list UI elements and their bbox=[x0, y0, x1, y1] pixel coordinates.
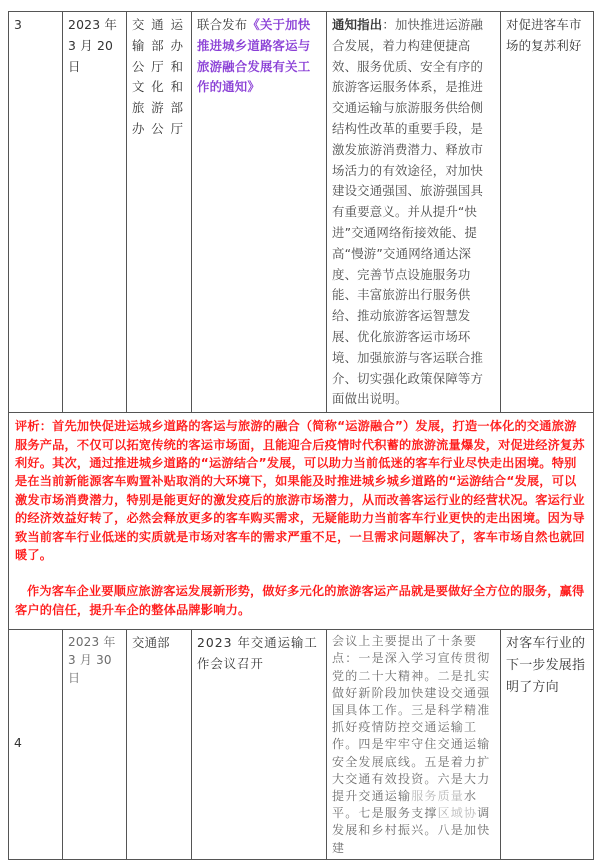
event-cell bbox=[192, 12, 327, 413]
policy-document-link[interactable]: 《关于加快推进城乡道路客运与旅游融合发展有关工作的通知》 bbox=[197, 17, 311, 95]
department-text: 交通运输部办公厅和文化和旅游部办公厅 bbox=[132, 17, 186, 136]
department-cell bbox=[127, 630, 192, 860]
content-cell bbox=[327, 630, 501, 860]
department-cell bbox=[127, 12, 192, 413]
content-cell bbox=[327, 12, 501, 413]
event-cell bbox=[192, 630, 327, 860]
impact-text: 对促进客车市场的复苏利好 bbox=[506, 17, 582, 53]
row-number-cell bbox=[9, 12, 63, 413]
date-cell bbox=[63, 630, 127, 860]
impact-text: 对客车行业的下一步发展指明了方向 bbox=[506, 636, 586, 696]
content-part-3: 调发展和乡村振兴。八是加快建 bbox=[332, 806, 491, 855]
row-number-cell bbox=[9, 630, 63, 860]
table-row bbox=[9, 12, 594, 413]
event-title: 2023 年交通运输工作会议召开 bbox=[197, 635, 318, 671]
department-text: 交通部 bbox=[132, 635, 170, 651]
content-part-2: 水平。七是服务支撑 bbox=[332, 789, 478, 821]
content-faded-1: 服务质量 bbox=[411, 789, 465, 804]
event-prefix: 联合发布 bbox=[197, 17, 248, 32]
date-cell bbox=[63, 12, 127, 413]
commentary-cell bbox=[9, 413, 594, 630]
date-text: 2023 年 3 月 30 日 bbox=[68, 635, 116, 686]
row-number: 3 bbox=[14, 17, 23, 32]
date-text: 2023 年 3 月 20 日 bbox=[68, 17, 118, 74]
content-body: ：加快推进运游融合发展，着力构建便捷高效、服务优质、安全有序的旅游客运服务体系，是推进交通运输与旅游服务供给侧结构性改革的重要手段，是激发旅游消费潜力、释放市场活力的有效途径，对加快建设交通强国、旅游强国具有重要意义。并从提升“快进”交通网络衔接效能、提高“慢游”交通网络通达深度、完善节点设施服务功能、丰富旅游出行服务供给、推动旅游客运智慧发展、优化旅游客运市场环境、加强旅游与客运联合推介、切实强化政策保障等方面做出说明。 bbox=[332, 17, 484, 407]
row-number: 4 bbox=[14, 735, 23, 751]
commentary-paragraph-2: 作为客车企业要顺应旅游客运发展新形势，做好多元化的旅游客运产品就是要做好全方位的服务，赢得客户的信任，提升车企的整体品牌影响力。 bbox=[15, 584, 585, 617]
content-lead: 通知指出 bbox=[332, 17, 383, 32]
impact-cell bbox=[501, 12, 594, 413]
content-faded-2: 区域协 bbox=[437, 806, 478, 821]
content-part-1: 会议上主要提出了十条要点：一是深入学习宣传贯彻党的二十大精神。二是扎实做好新阶段加快建设交通强国具体工作。三是科学精准抓好疫情防控交通运输工作。四是牢牢守住交通运输安全发展底线。五是着力扩大交通有效投资。六是大力提升交通运输 bbox=[332, 634, 491, 804]
commentary-row bbox=[9, 413, 594, 630]
policy-table bbox=[8, 11, 594, 860]
commentary-paragraph-1: 评析：首先加快促进运城乡道路的客运与旅游的融合（简称“运游融合”）发展，打造一体化的交通旅游服务产品，不仅可以拓宽传统的客运市场面，且能迎合后疫情时代积蓄的旅游流量爆发，对促进经济复苏利好。其次，通过推进城乡道路的“运游结合”发展，可以助力当前低迷的客车行业尽快走出困境。特别是在当前新能源客车购置补贴取消的大环境下，如果能及时推进城乡城乡道路的“运游结合“发展，可以激发市场消费潜力，特别是能更好的激发疫后的旅游市场潜力，从而改善客运行业的经营状况。客运行业的经济效益好转了，必然会释放更多的客车购买需求，无疑能助力当前客车行业更快的走出困境。因为导致当前客车行业低迷的实质就是市场对客车的需求严重不足，一旦需求问题解决了，客车市场自然也就回暖了。 bbox=[15, 419, 585, 562]
table-row bbox=[9, 630, 594, 860]
impact-cell bbox=[501, 630, 594, 860]
